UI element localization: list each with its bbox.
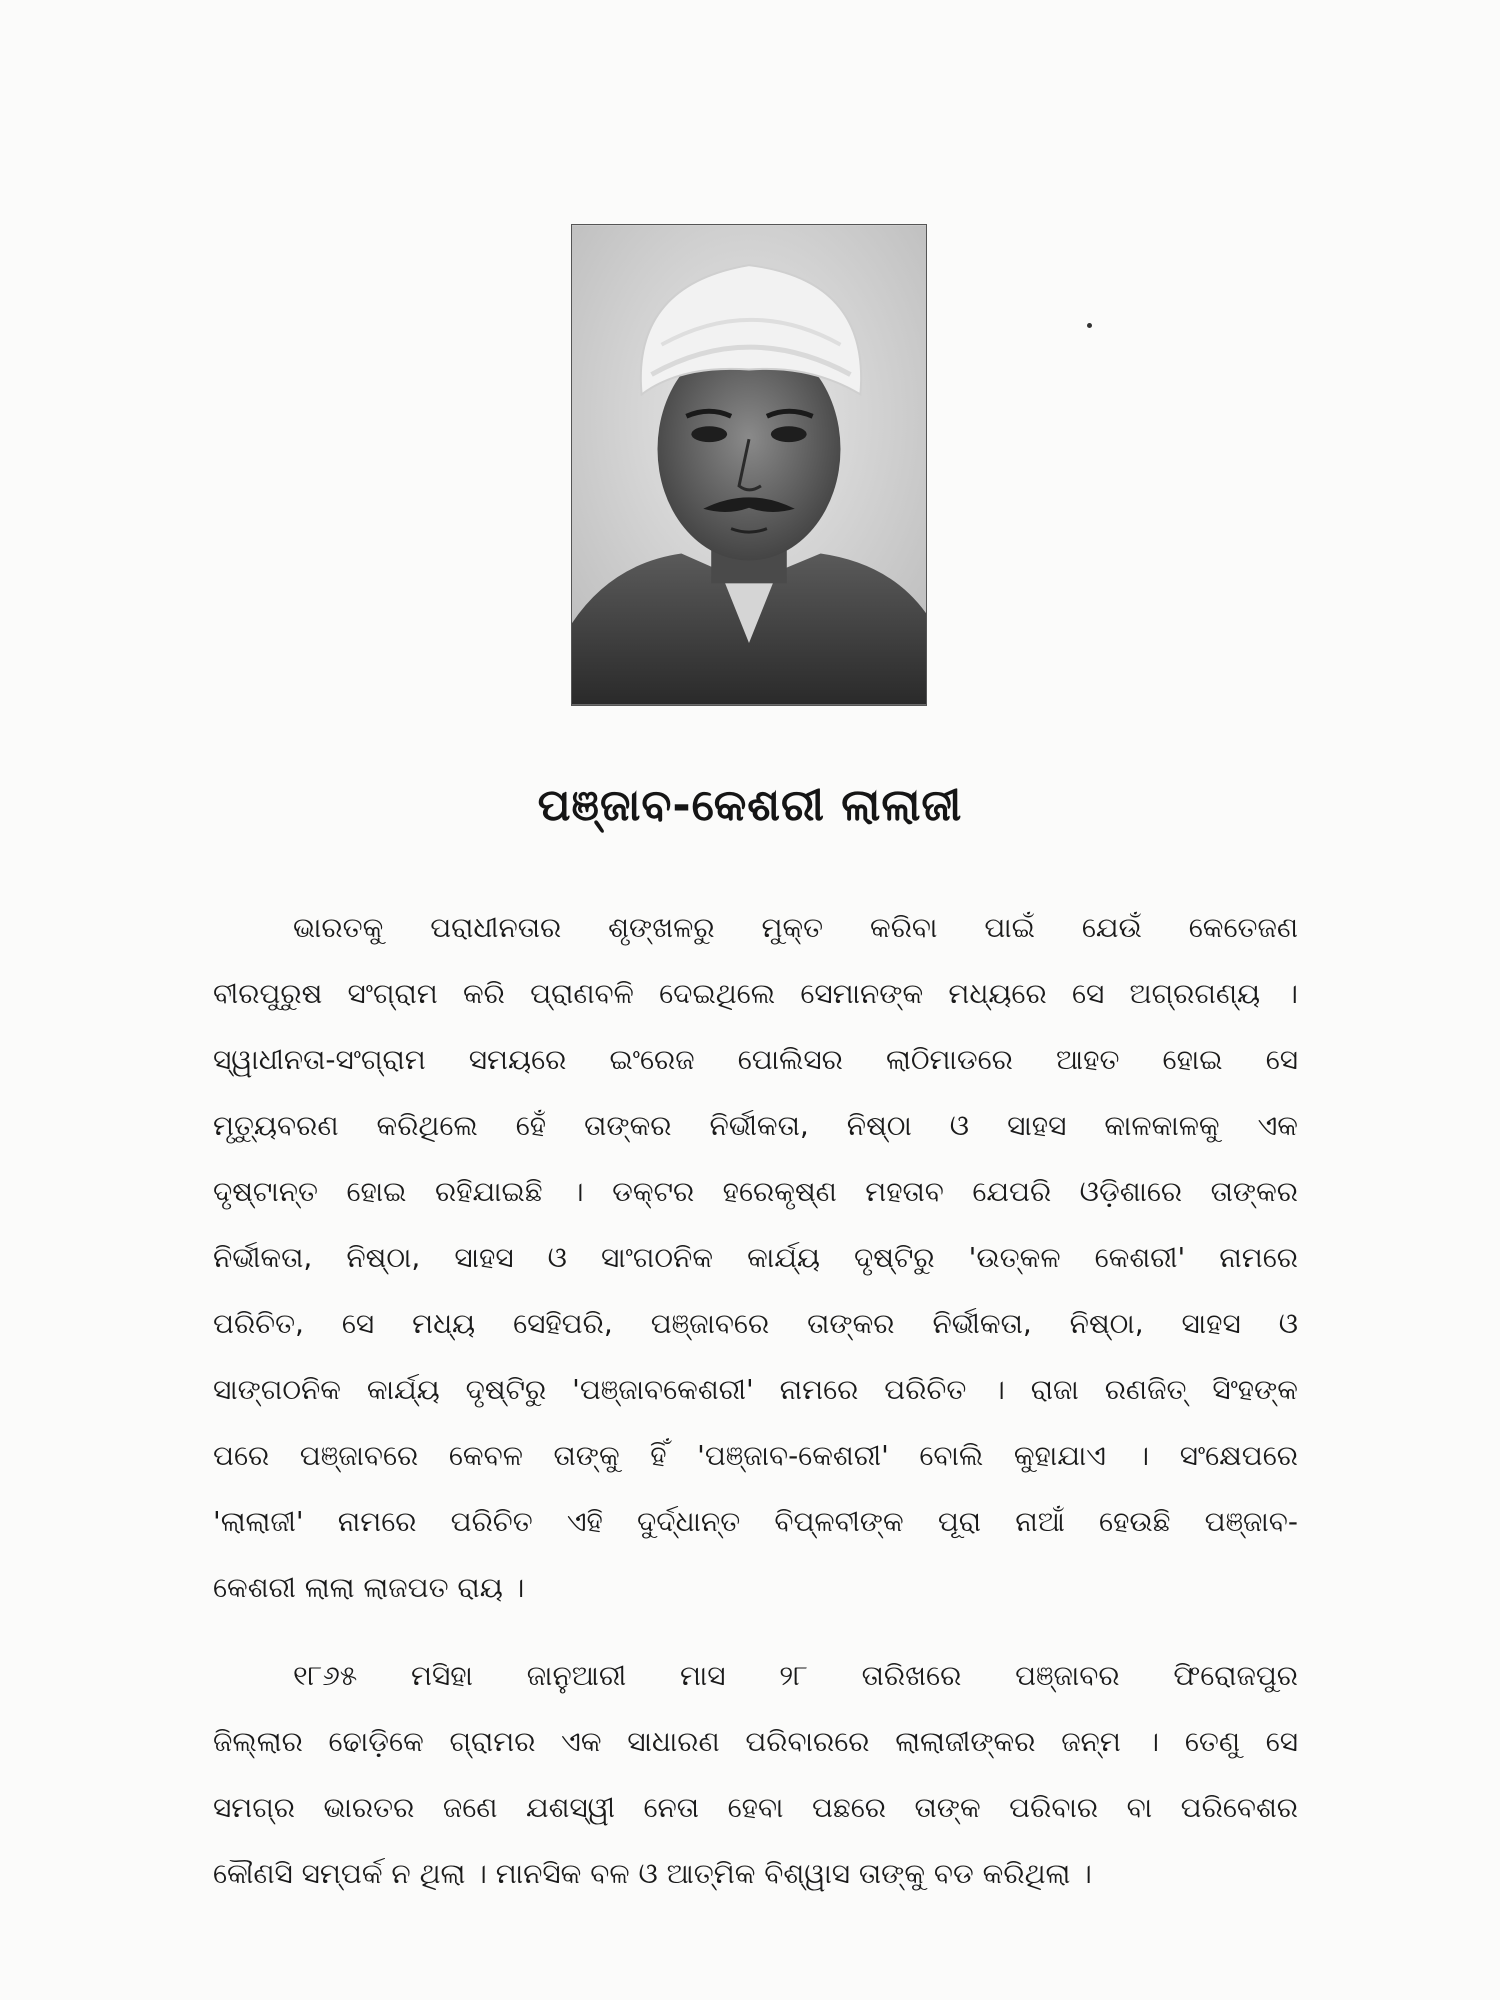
portrait-photo xyxy=(571,224,927,706)
text-line: ନିର୍ଭୀକତା, ନିଷ୍ଠା, ସାହସ ଓ ସାଂଗଠନିକ କାର୍ଯ୍ୟ ଦୃଷ୍ଟିରୁ 'ଉତ୍କଳ କେଶରୀ' ନାମରେ xyxy=(213,1241,1298,1274)
portrait-photo-turbaned-man-icon xyxy=(572,225,926,705)
text-line: ମୃତ୍ୟୁବରଣ କରିଥିଲେ ହେଁ ତାଙ୍କର ନିର୍ଭୀକତା, ନିଷ୍ଠା ଓ ସାହସ କାଳକାଳକୁ ଏକ xyxy=(213,1109,1298,1142)
print-speck xyxy=(1087,323,1092,328)
text-line: ସମଗ୍ର ଭାରତର ଜଣେ ଯଶସ୍ୱୀ ନେତା ହେବା ପଛରେ ତାଙ୍କ ପରିବାର ବା ପରିବେଶର xyxy=(213,1791,1298,1824)
text-line: ଜିଲ୍ଲାର ଢୋଡ଼ିକେ ଗ୍ରାମର ଏକ ସାଧାରଣ ପରିବାରରେ ଲାଲାଜୀଙ୍କର ଜନ୍ମ । ତେଣୁ ସେ xyxy=(213,1725,1298,1758)
paragraph-2 xyxy=(213,1643,1298,1907)
text-line: ପରେ ପଞ୍ଜାବରେ କେବଳ ତାଙ୍କୁ ହିଁ 'ପଞ୍ଜାବ-କେଶରୀ' ବୋଲି କୁହାଯାଏ । ସଂକ୍ଷେପରେ xyxy=(213,1439,1298,1472)
text-line: ପରିଚିତ, ସେ ମଧ୍ୟ ସେହିପରି, ପଞ୍ଜାବରେ ତାଙ୍କର ନିର୍ଭୀକତା, ନିଷ୍ଠା, ସାହସ ଓ xyxy=(213,1307,1298,1340)
page-title: ପଞ୍ଜାବ-କେଶରୀ ଲାଲାଜୀ xyxy=(537,780,963,831)
text-line: ଦୃଷ୍ଟାନ୍ତ ହୋଇ ରହିଯାଇଛି । ଡକ୍ଟର ହରେକୃଷ୍ଣ ମହତାବ ଯେପରି ଓଡ଼ିଶାରେ ତାଙ୍କର xyxy=(213,1175,1298,1208)
text-line: ବୀରପୁରୁଷ ସଂଗ୍ରାମ କରି ପ୍ରାଣବଳି ଦେଇଥିଲେ ସେମାନଙ୍କ ମଧ୍ୟରେ ସେ ଅଗ୍ରଗଣ୍ୟ । xyxy=(213,977,1298,1010)
body-text xyxy=(213,895,1298,1929)
text-line: ସ୍ୱାଧୀନତା-ସଂଗ୍ରାମ ସମୟରେ ଇଂରେଜ ପୋଲିସର ଲାଠିମାଡରେ ଆହତ ହୋଇ ସେ xyxy=(213,1043,1298,1076)
text-line: ଭାରତକୁ ପରାଧୀନତାର ଶୃଙ୍ଖଳରୁ ମୁକ୍ତ କରିବା ପାଇଁ ଯେଉଁ କେତେଜଣ xyxy=(293,911,1298,944)
paragraph-1 xyxy=(213,895,1298,1621)
text-line: କୌଣସି ସମ୍ପର୍କ ନ ଥିଲା । ମାନସିକ ବଳ ଓ ଆତ୍ମିକ ବିଶ୍ୱାସ ତାଙ୍କୁ ବଡ କରିଥିଲା । xyxy=(213,1857,1092,1890)
text-line: କେଶରୀ ଲାଲା ଲାଜପତ ରାୟ । xyxy=(213,1571,525,1604)
text-line: 'ଲାଲାଜୀ' ନାମରେ ପରିଚିତ ଏହି ଦୁର୍ଦ୍ଧାନ୍ତ ବିପ୍ଳବୀଙ୍କ ପୂରା ନାଆଁ ହେଉଛି ପଞ୍ଜାବ- xyxy=(213,1505,1298,1538)
text-line: ସାଙ୍ଗଠନିକ କାର୍ଯ୍ୟ ଦୃଷ୍ଟିରୁ 'ପଞ୍ଜାବକେଶରୀ' ନାମରେ ପରିଚିତ । ରାଜା ରଣଜିତ୍ ସିଂହଙ୍କ xyxy=(213,1373,1298,1406)
text-line: ୧୮୬୫ ମସିହା ଜାନୁଆରୀ ମାସ ୨୮ ତାରିଖରେ ପଞ୍ଜାବର ଫିରୋଜପୁର xyxy=(293,1659,1298,1692)
